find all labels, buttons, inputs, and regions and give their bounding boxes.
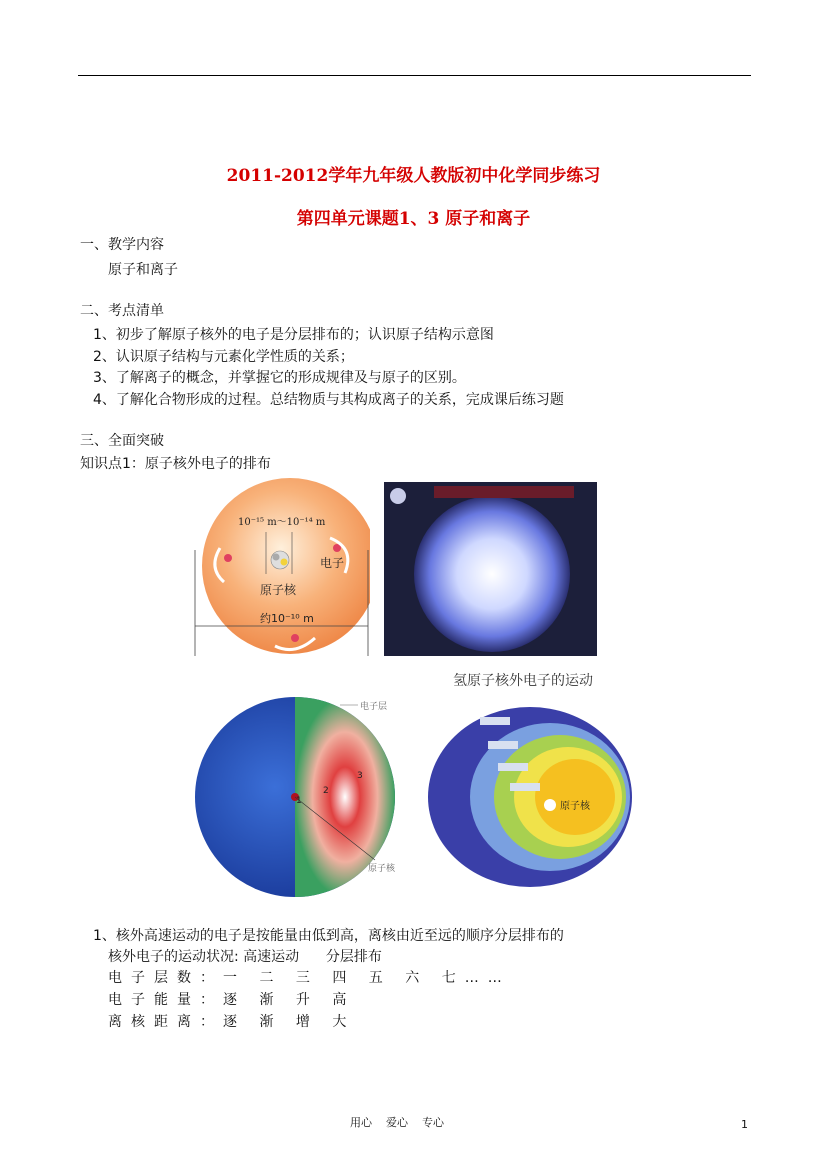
section1-heading: 一、教学内容 (80, 237, 164, 253)
section1-content: 原子和离子 (108, 262, 178, 278)
cutaway-nucleus-label: 原子核 (560, 801, 590, 812)
nucleus-label: 原子核 (260, 583, 297, 597)
knowledge-point: 知识点1：原子核外电子的排布 (80, 456, 271, 472)
nucleus-distance: 离核距离：逐 渐 增 大 (108, 1014, 356, 1030)
document-subtitle: 第四单元课题1、3 原子和离子 (296, 209, 531, 229)
page-footer: 用心 爱心 专心 (350, 1116, 444, 1129)
electron-label: 电子 (320, 556, 345, 570)
shell-number-3: 3 (357, 771, 363, 781)
section3-heading: 三、全面突破 (80, 433, 164, 449)
atom-scale-figure (180, 478, 370, 664)
header-rule (78, 75, 751, 76)
sphere-nucleus-label: 原子核 (368, 864, 396, 874)
electron-energy: 电子能量：逐 渐 升 高 (108, 992, 356, 1008)
hydrogen-caption: 氢原子核外电子的运动 (453, 673, 593, 689)
shell-number-1: 1 (296, 796, 302, 806)
hydrogen-cloud-figure (384, 482, 597, 656)
shell-count: 电子层数：一 二 三 四 五 六 七…… (108, 970, 511, 986)
checklist-item: 2、认识原子结构与元素化学性质的关系； (93, 349, 354, 365)
shell-number-2: 2 (323, 786, 329, 796)
section2-heading: 二、考点清单 (80, 303, 164, 319)
cutaway-shells-figure (420, 705, 635, 895)
scale-small-label: 10⁻¹⁵ m～10⁻¹⁴ m (238, 517, 326, 528)
body-point-1: 1、核外高速运动的电子是按能量由低到高，离核由近至远的顺序分层排布的 (93, 928, 564, 944)
page-number: 1 (741, 1118, 748, 1131)
checklist-item: 1、初步了解原子核外的电子是分层排布的；认识原子结构示意图 (93, 327, 494, 343)
shell-sphere-figure (190, 695, 405, 900)
shell-label: 电子层 (360, 702, 388, 712)
electron-motion: 核外电子的运动状况: 高速运动 分层排布 (108, 949, 382, 965)
document-title: 2011-2012学年九年级人教版初中化学同步练习 (226, 166, 601, 186)
checklist-item: 3、了解离子的概念，并掌握它的形成规律及与原子的区别。 (93, 370, 466, 386)
checklist-item: 4、了解化合物形成的过程。总结物质与其构成离子的关系，完成课后练习题 (93, 392, 564, 408)
scale-large-label: 约10⁻¹⁰ m (260, 612, 314, 625)
